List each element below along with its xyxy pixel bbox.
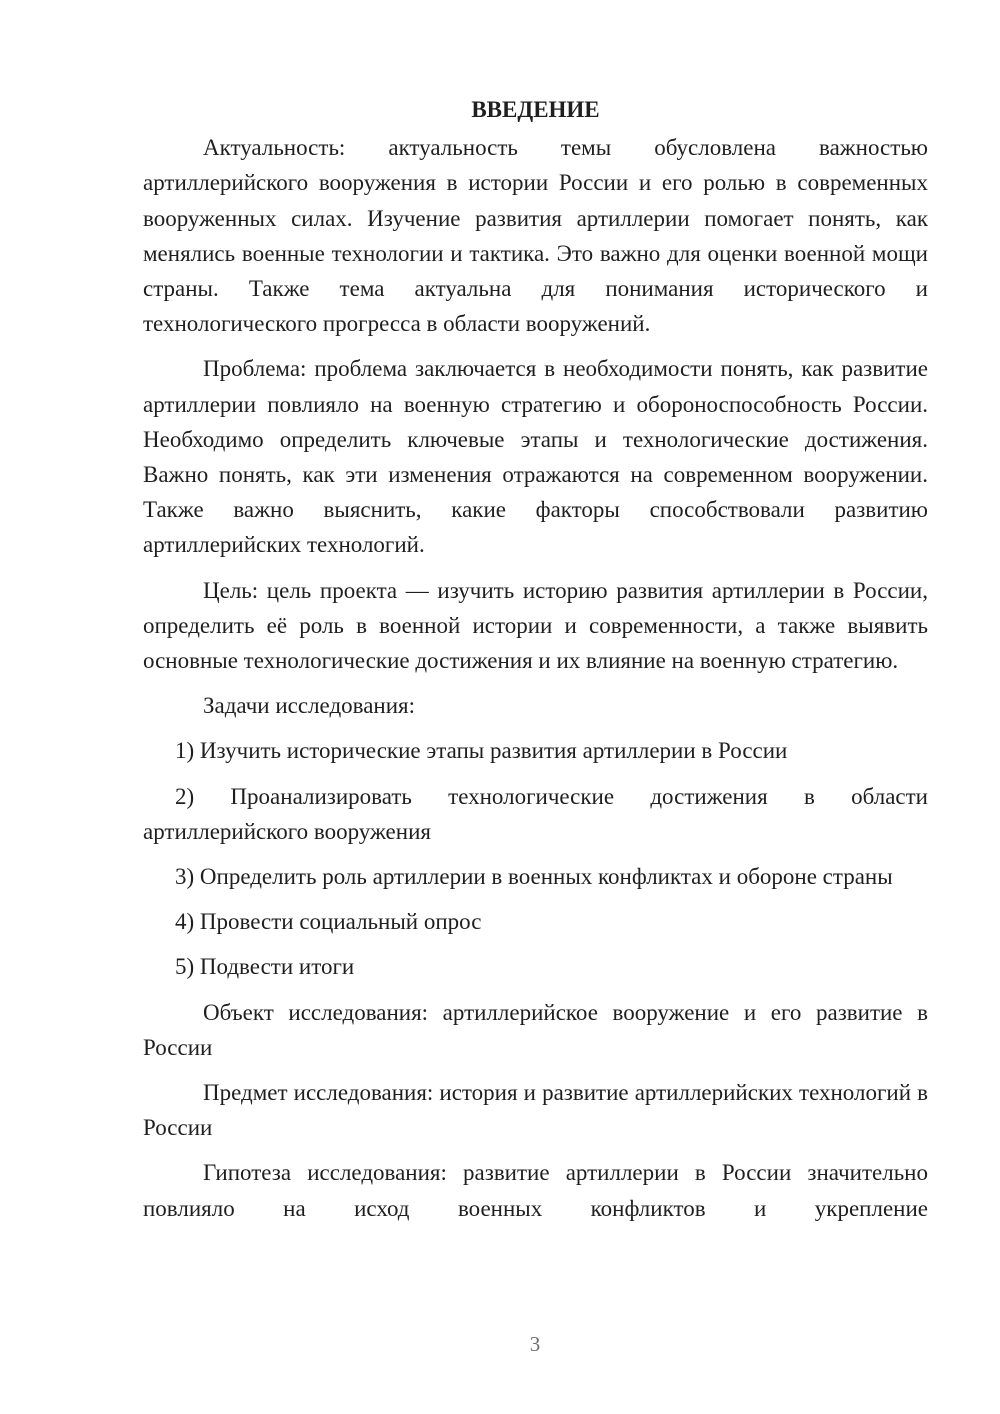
task-item-4: 4) Провести социальный опрос xyxy=(175,909,482,935)
section-heading: ВВЕДЕНИЕ xyxy=(471,97,600,122)
task-item-3: 3) Определить роль артиллерии в военных конфликтах и обороне страны xyxy=(175,864,893,890)
paragraph-subject: Предмет исследования: история и развитие артиллерийских технологий в России xyxy=(143,1080,928,1141)
paragraph-problem: Проблема: проблема заключается в необходимости понять, как развитие артиллерии повлияло на военную стратегию и обороноспособность России. Необходимо определить ключевые этапы и технологические достижения. Важно понять, как эти изменения отражаются на современном вооружении. Также важно выяснить, какие факторы способствовали развитию артиллерийских технологий. xyxy=(143,356,928,558)
paragraph-object: Объект исследования: артиллерийское вооружение и его развитие в России xyxy=(143,999,928,1060)
page-content xyxy=(143,92,928,1226)
paragraph-goal: Цель: цель проекта — изучить историю развития артиллерии в России, определить её роль в военной истории и современности, а также выявить основные технологические достижения и их влияние на военную стратегию. xyxy=(143,577,928,674)
paragraph-tasks-intro: Задачи исследования: xyxy=(203,693,416,719)
task-item-2: 2) Проанализировать технологические достижения в области артиллерийского вооружения xyxy=(143,783,928,844)
task-item-5: 5) Подвести итоги xyxy=(175,954,355,980)
task-item-1: 1) Изучить исторические этапы развития артиллерии в России xyxy=(175,738,788,764)
paragraph-hypothesis: Гипотеза исследования: развитие артиллерии в России значительно повлияло на исход военных конфликтов и укрепление xyxy=(143,1160,928,1221)
paragraph-relevance: Актуальность: актуальность темы обусловлена важностью артиллерийского вооружения в истории России и его ролью в современных вооруженных силах. Изучение развития артиллерии помогает понять, как менялись военные технологии и тактика. Это важно для оценки военной мощи страны. Также тема актуальна для понимания исторического и технологического прогресса в области вооружений. xyxy=(143,135,928,337)
page-number: 3 xyxy=(529,1332,541,1356)
